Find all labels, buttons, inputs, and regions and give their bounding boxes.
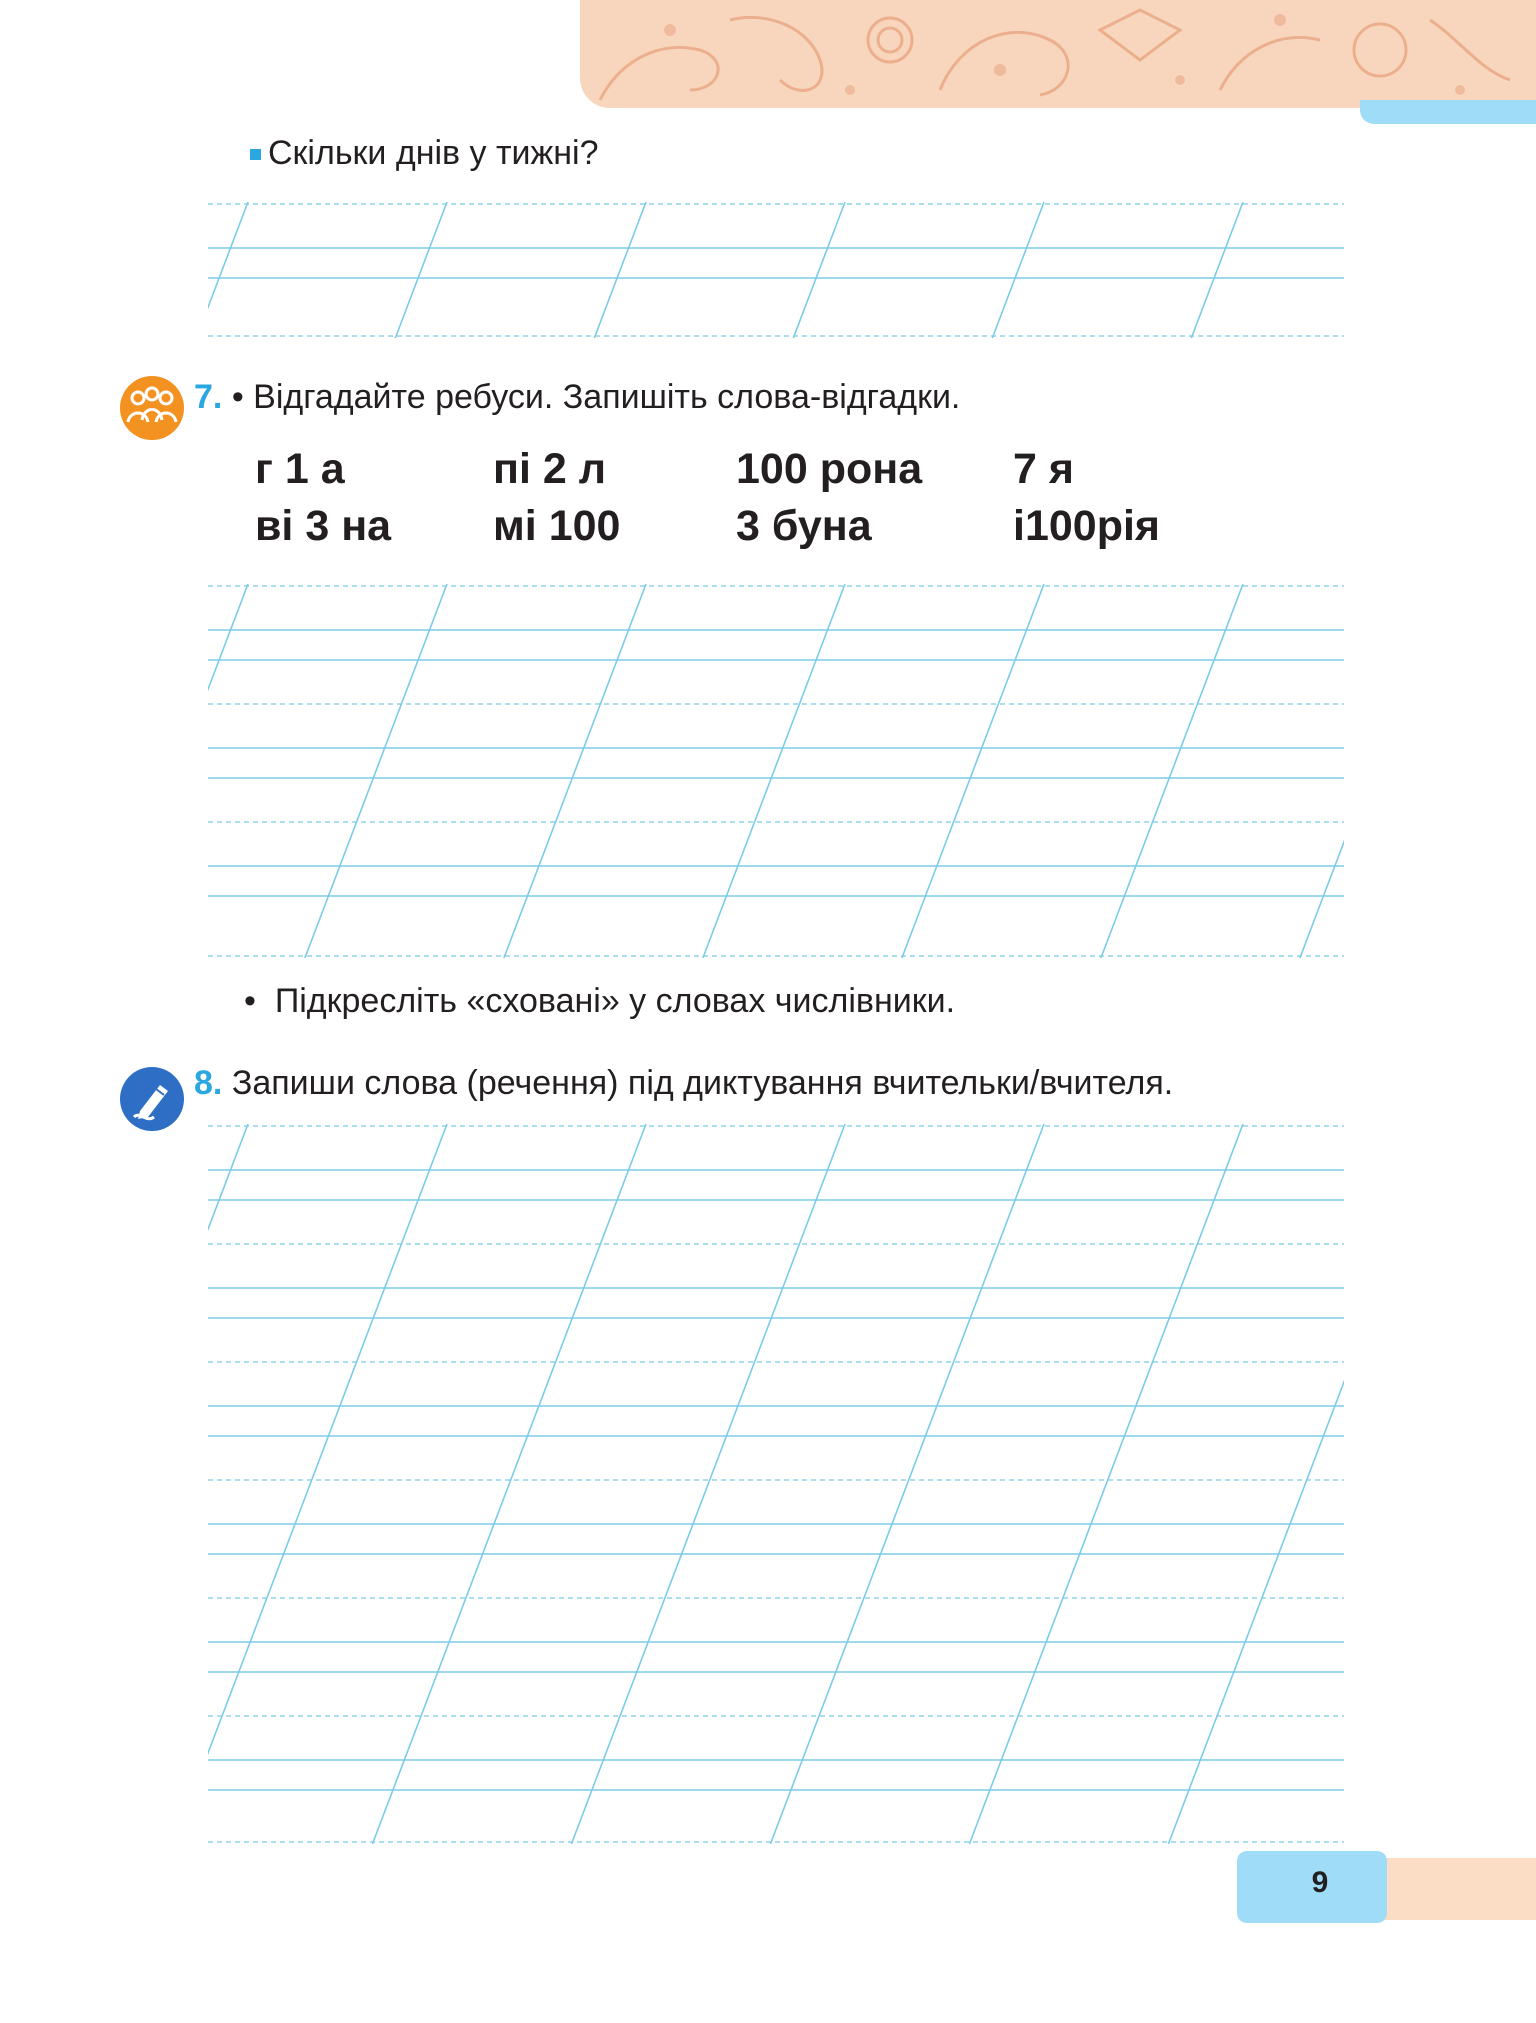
rebus-2-3: 3 буна <box>736 502 872 550</box>
rebus-1-4: 7 я <box>1013 445 1074 493</box>
slant-guide <box>395 202 447 338</box>
slant-guide <box>1300 584 1344 958</box>
task7-instruction: Відгадайте ребуси. Запишіть слова-відгадки. <box>253 378 961 416</box>
slant-guide <box>1191 202 1243 338</box>
writing-lines-1[interactable] <box>208 202 1344 338</box>
task7-subtask <box>244 982 955 1021</box>
slant-guide <box>305 584 447 958</box>
square-bullet-icon <box>250 149 261 160</box>
group-icon <box>120 376 184 440</box>
slant-guide <box>504 584 646 958</box>
task7-number: 7. <box>194 378 223 416</box>
rebus-2-4: і100рія <box>1013 502 1160 550</box>
slant-guide <box>594 202 646 338</box>
slant-guide <box>902 584 1044 958</box>
rebus-1-3: 100 рона <box>736 445 923 493</box>
slant-guide <box>208 202 248 338</box>
rebus-2-2: мі 100 <box>493 502 621 550</box>
slant-guide <box>372 1124 646 1844</box>
rebus-1-2: пі 2 л <box>493 445 607 493</box>
rebus-2-1: ві 3 на <box>255 502 392 550</box>
writing-lines-3[interactable] <box>208 1124 1344 1844</box>
slant-guide <box>208 584 248 958</box>
task8-header <box>194 1064 1173 1103</box>
task7-subtask-text: Підкресліть «сховані» у словах числівники. <box>274 982 956 1020</box>
header-tab <box>1360 100 1536 124</box>
header-ornament <box>580 0 1536 108</box>
task8-instruction: Запиши слова (речення) під диктування вчительки/вчителя. <box>231 1064 1174 1102</box>
slant-guide <box>969 1124 1243 1844</box>
task7-header <box>194 378 960 417</box>
writing-lines-2[interactable] <box>208 584 1344 958</box>
slant-guide <box>1101 584 1243 958</box>
rebus-1-1: г 1 а <box>255 445 345 493</box>
slant-guide <box>703 584 845 958</box>
page-number: 9 <box>1311 1866 1329 1899</box>
task8-number: 8. <box>194 1064 223 1102</box>
slant-guide <box>208 1124 447 1844</box>
slant-guide <box>571 1124 845 1844</box>
slant-guide <box>793 202 845 338</box>
slant-guide <box>770 1124 1044 1844</box>
task7-subtask-bullet: • <box>244 982 256 1020</box>
task7-bullet: • <box>231 378 244 416</box>
pencil-icon <box>120 1067 184 1131</box>
slant-guide <box>1168 1124 1344 1844</box>
question-days-text: Скільки днів у тижні? <box>268 134 599 172</box>
slant-guide <box>992 202 1044 338</box>
